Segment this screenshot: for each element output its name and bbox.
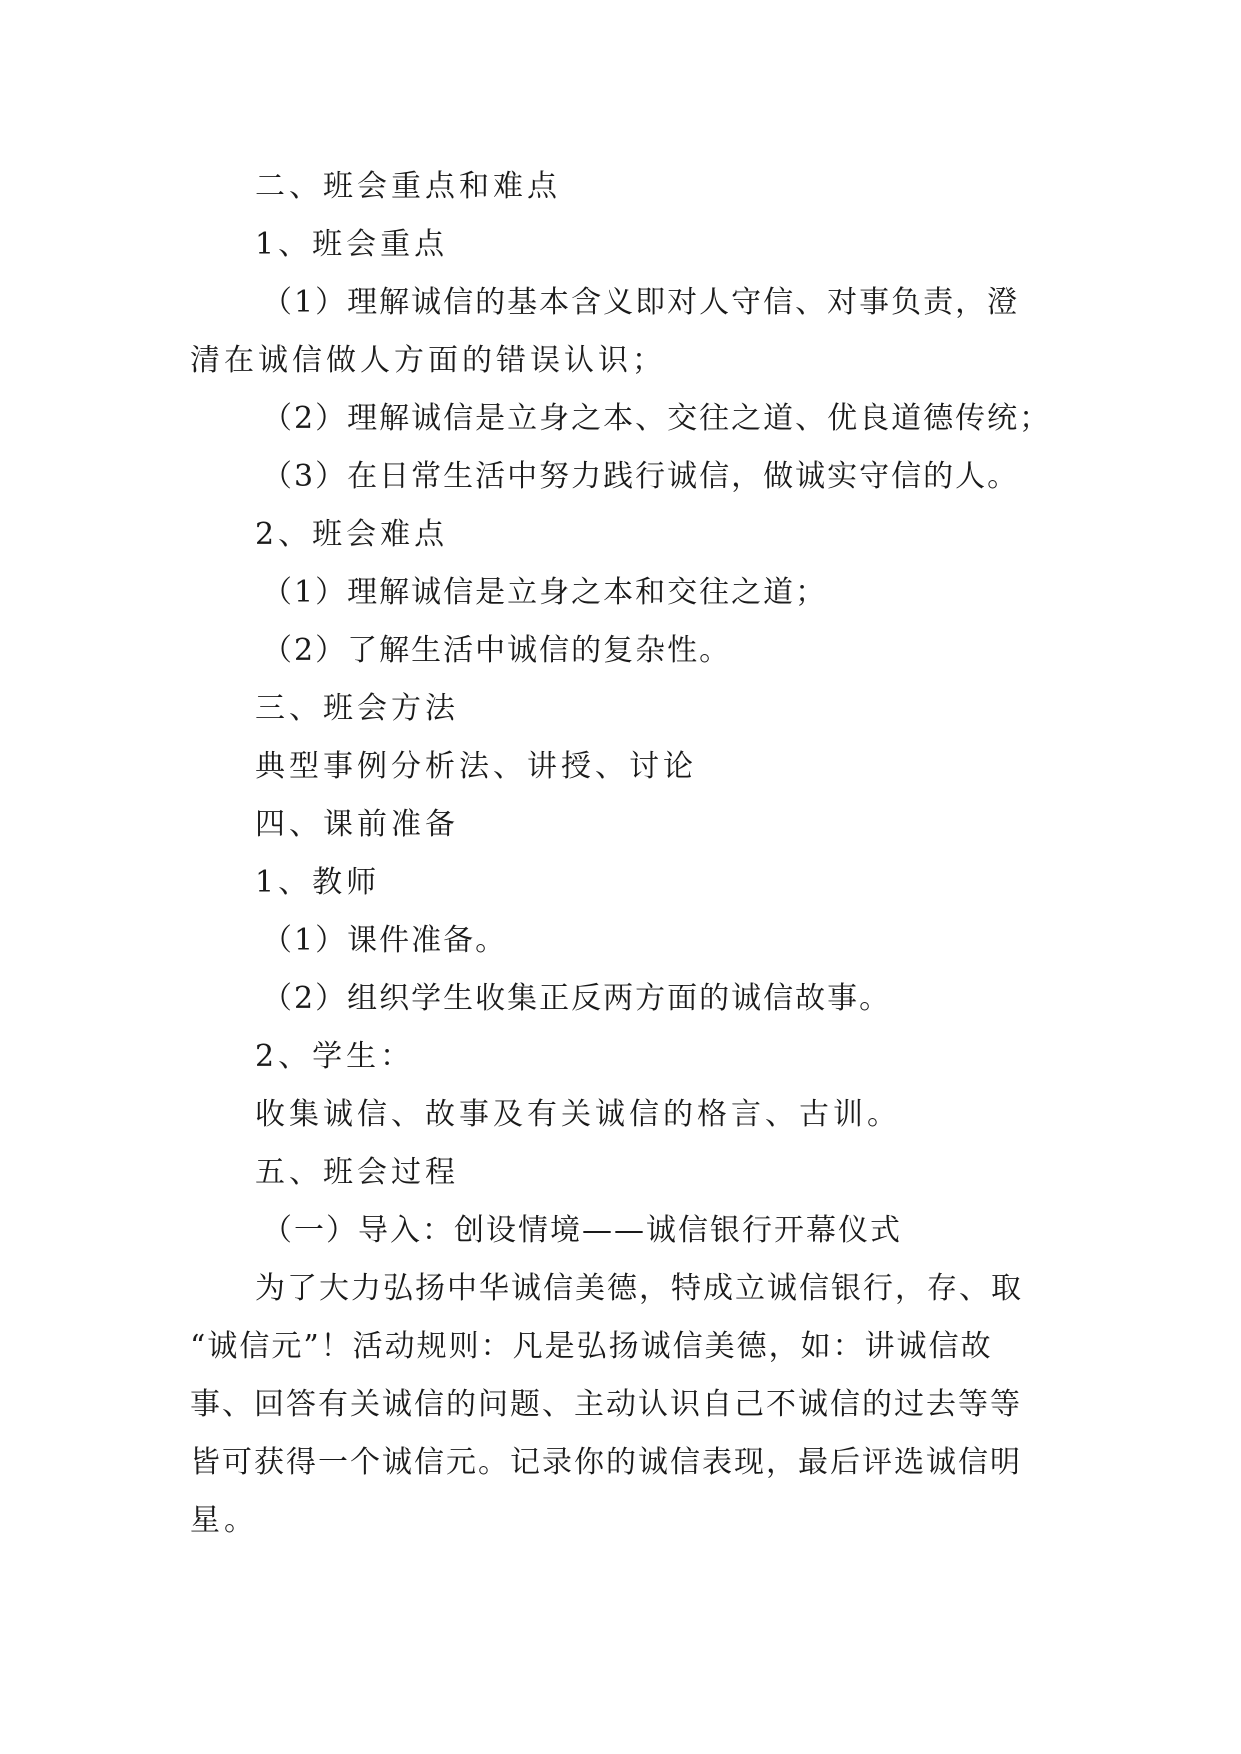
focus-item-3: （3）在日常生活中努力践行诚信，做诚实守信的人。 [262, 459, 1020, 494]
student-text: 收集诚信、故事及有关诚信的格言、古训。 [255, 1097, 901, 1132]
intro-paragraph-line-4: 皆可获得一个诚信元。记录你的诚信表现，最后评选诚信明 [190, 1445, 1022, 1480]
subheading-student: 2、学生： [255, 1039, 415, 1074]
section-heading-5: 五、班会过程 [255, 1155, 459, 1190]
difficulty-item-1: （1）理解诚信是立身之本和交往之道； [262, 575, 828, 610]
section-heading-4: 四、课前准备 [255, 807, 459, 842]
teacher-item-2: （2）组织学生收集正反两方面的诚信故事。 [262, 981, 892, 1016]
focus-item-1-cont: 清在诚信做人方面的错误认识； [190, 343, 666, 378]
subheading-difficulty: 2、班会难点 [255, 517, 449, 552]
subheading-teacher: 1、教师 [255, 865, 381, 900]
intro-paragraph-line-3: 事、回答有关诚信的问题、主动认识自己不诚信的过去等等 [190, 1387, 1022, 1422]
section-heading-3: 三、班会方法 [255, 691, 459, 726]
intro-paragraph-line-5: 星。 [190, 1503, 258, 1538]
section-heading-2: 二、班会重点和难点 [255, 169, 561, 204]
focus-item-1: （1）理解诚信的基本含义即对人守信、对事负责，澄 [262, 285, 1020, 320]
intro-paragraph-line-2: “诚信元”！活动规则：凡是弘扬诚信美德，如：讲诚信故 [190, 1329, 993, 1364]
intro-paragraph-line-1: 为了大力弘扬中华诚信美德，特成立诚信银行，存、取 [255, 1271, 1023, 1306]
methods-text: 典型事例分析法、讲授、讨论 [255, 749, 697, 784]
focus-item-2: （2）理解诚信是立身之本、交往之道、优良道德传统； [262, 401, 1052, 436]
intro-heading: （一）导入：创设情境——诚信银行开幕仪式 [262, 1213, 902, 1248]
teacher-item-1: （1）课件准备。 [262, 923, 508, 958]
subheading-focus: 1、班会重点 [255, 227, 449, 262]
difficulty-item-2: （2）了解生活中诚信的复杂性。 [262, 633, 732, 668]
